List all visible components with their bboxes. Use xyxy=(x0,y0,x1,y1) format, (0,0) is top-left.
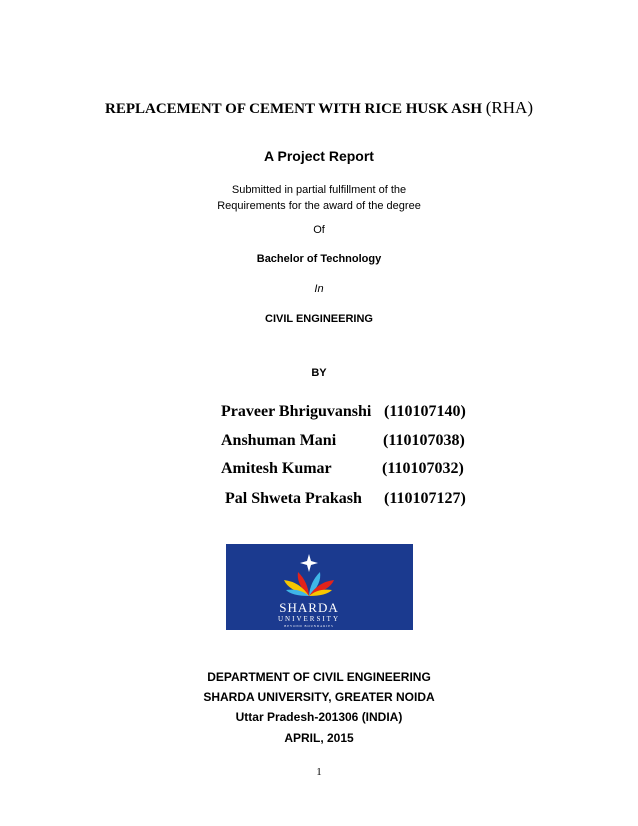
author-4 xyxy=(225,490,466,508)
author-3 xyxy=(221,460,464,478)
submission-statement xyxy=(0,182,638,214)
submission-line-2: Requirements for the award of the degree xyxy=(217,200,421,212)
lotus-star-icon xyxy=(226,544,413,630)
degree-name: Bachelor of Technology xyxy=(256,253,382,265)
by-text: BY xyxy=(311,367,327,379)
author-name: Amitesh Kumar xyxy=(221,460,332,477)
report-title xyxy=(0,98,638,118)
author-name: Praveer Bhriguvanshi xyxy=(221,403,372,420)
sharda-university-logo xyxy=(226,544,413,630)
submission-date: APRIL, 2015 xyxy=(284,731,354,745)
page-number: 1 xyxy=(316,766,322,778)
author-id: (110107032) xyxy=(382,460,464,477)
report-title-main: REPLACEMENT OF CEMENT WITH RICE HUSK ASH xyxy=(105,101,486,117)
logo-wordmark: SHARDA xyxy=(279,600,339,615)
department-line-1: DEPARTMENT OF CIVIL ENGINEERING xyxy=(207,670,431,684)
department-line-2: SHARDA UNIVERSITY, GREATER NOIDA xyxy=(203,690,435,704)
author-id: (110107127) xyxy=(384,490,466,507)
author-id: (110107038) xyxy=(383,432,465,449)
branch-name: CIVIL ENGINEERING xyxy=(265,313,373,325)
author-name: Pal Shweta Prakash xyxy=(225,490,362,507)
of-text: Of xyxy=(313,224,325,236)
logo-subword: UNIVERSITY xyxy=(278,615,340,623)
logo-tagline: BEYOND BOUNDARIES xyxy=(284,624,334,628)
department-line-3: Uttar Pradesh-201306 (INDIA) xyxy=(235,710,403,724)
in-text: In xyxy=(314,283,324,295)
report-title-abbrev: (RHA) xyxy=(485,98,533,117)
author-1 xyxy=(221,403,466,421)
department-block xyxy=(0,667,638,727)
author-id: (110107140) xyxy=(384,403,466,420)
submission-line-1: Submitted in partial fulfillment of the xyxy=(231,184,407,196)
author-2 xyxy=(221,432,465,450)
author-name: Anshuman Mani xyxy=(221,432,337,449)
report-subtitle: A Project Report xyxy=(264,148,374,164)
